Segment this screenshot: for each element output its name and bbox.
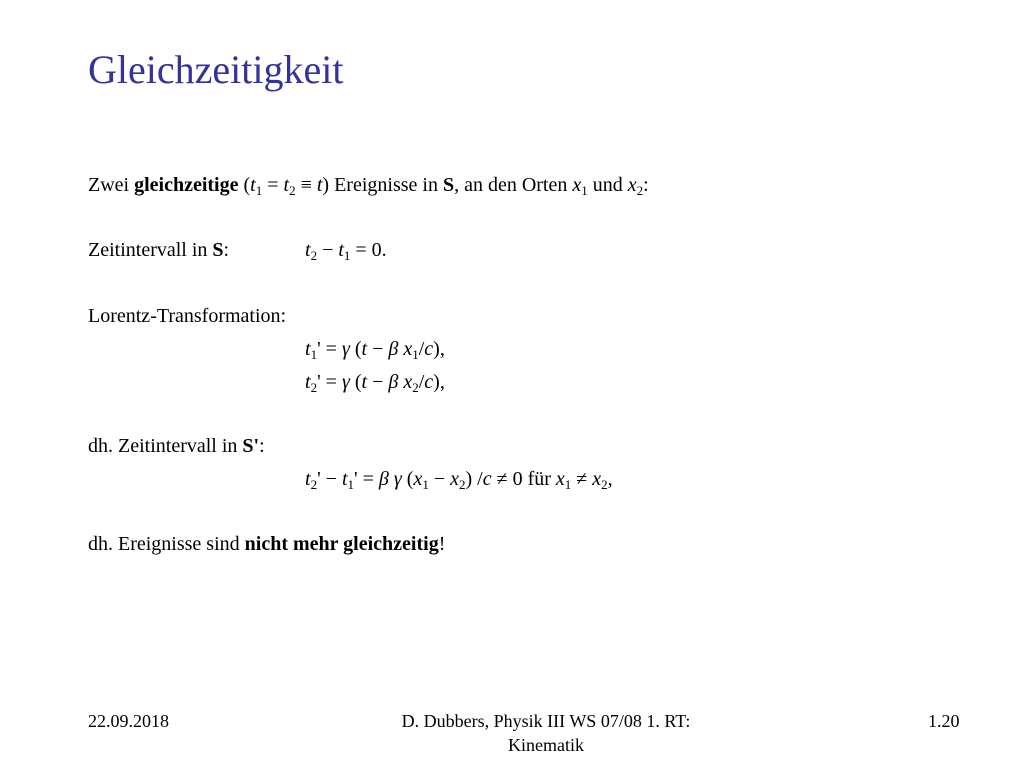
formula-t2-prime: $t_2' = \gamma$ (t − β $x_2/c$),	[305, 371, 445, 395]
text-line-lorentz-transformation: Lorentz-Transformation:	[88, 305, 287, 327]
footer-date: 22.09.2018	[88, 711, 169, 731]
formula-time-interval-s-prime: $t_2' - t_1' = \beta$ γ $(x_1 - x_2) /c \ne 0$ für $x_1 \ne x_2$,	[305, 468, 613, 492]
text-line-time-interval-s-prime: dh. Zeitintervall in S':	[88, 435, 265, 457]
formula-t1-prime: $t_1' = \gamma$ (t − β $x_1/c$),	[305, 338, 445, 362]
formula-time-interval-s: $t_2 - t_1 = 0$.	[305, 239, 387, 263]
footer-course: D. Dubbers, Physik III WS 07/08 1. RT: Kinematik	[401, 711, 691, 755]
slide-title: Gleichzeitigkeit	[88, 47, 344, 92]
text-line-time-interval-label: Zeitintervall in S:	[88, 239, 230, 261]
text-line-simultaneous-events: Zwei gleichzeitige $(t_1 = t_2 \equiv t)$ Ereignisse in S, an den Orten $x_1$ und $x_2$:	[88, 174, 649, 198]
footer-page-number: 1.20	[928, 711, 960, 731]
text-line-conclusion: dh. Ereignisse sind nicht mehr gleichzeitig!	[88, 533, 446, 555]
